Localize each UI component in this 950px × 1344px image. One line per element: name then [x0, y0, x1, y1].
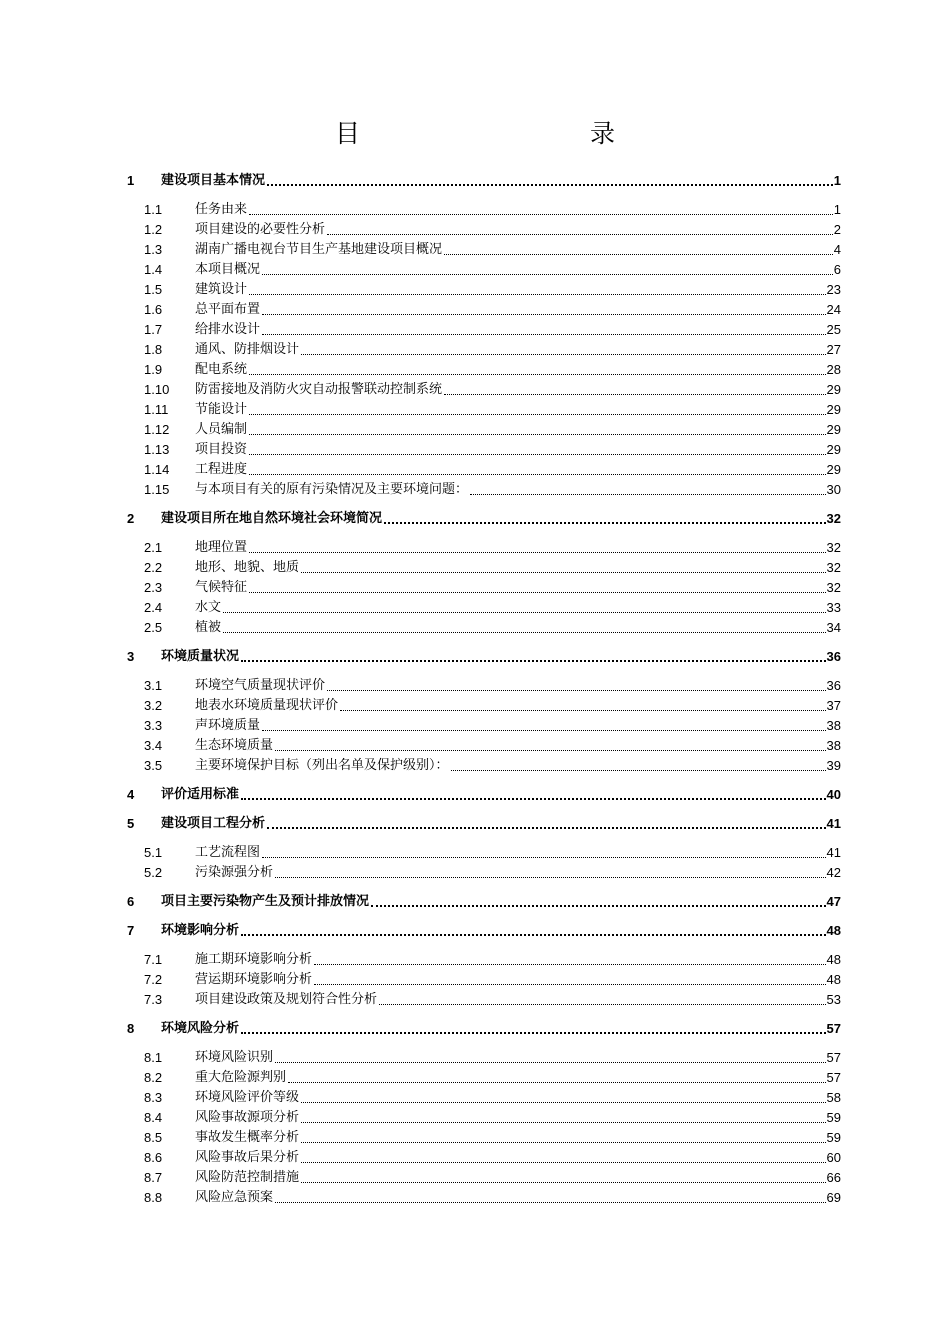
- section-page-number: 32: [826, 538, 841, 558]
- section-title: 配电系统: [195, 360, 249, 380]
- section-number: 2.1: [144, 540, 163, 555]
- dot-leader: [327, 690, 826, 691]
- dot-leader: [470, 494, 826, 495]
- chapter-title: 建设项目工程分析: [161, 814, 267, 834]
- section-page-number: 1: [833, 200, 841, 220]
- section-number: 8.7: [144, 1170, 163, 1185]
- dot-leader: [249, 414, 826, 415]
- toc-section-entry[interactable]: [127, 380, 841, 400]
- chapter-page-number: 36: [826, 647, 841, 667]
- toc-section-entry[interactable]: [127, 260, 841, 280]
- toc-section-entry[interactable]: [127, 843, 841, 863]
- dot-leader: [275, 877, 826, 878]
- dot-leader: [451, 770, 826, 771]
- dot-leader: [241, 660, 826, 662]
- chapter-title: 评价适用标准: [161, 785, 241, 805]
- section-number: 8.4: [144, 1110, 163, 1125]
- toc-section-entry[interactable]: [127, 440, 841, 460]
- section-number: 2.3: [144, 580, 163, 595]
- section-page-number: 41: [826, 843, 841, 863]
- chapter-page-number: 48: [826, 921, 841, 941]
- section-title: 节能设计: [195, 400, 249, 420]
- section-page-number: 39: [826, 756, 841, 776]
- section-number: 3.2: [144, 698, 163, 713]
- section-page-number: 58: [826, 1088, 841, 1108]
- dot-leader: [262, 314, 826, 315]
- dot-leader: [371, 905, 826, 907]
- toc-section-entry[interactable]: [127, 460, 841, 480]
- section-title: 风险事故后果分析: [195, 1148, 301, 1168]
- section-number: 1.5: [144, 282, 163, 297]
- section-title: 地理位置: [195, 538, 249, 558]
- section-page-number: 53: [826, 990, 841, 1010]
- chapter-page-number: 57: [826, 1019, 841, 1039]
- dot-leader: [267, 184, 833, 186]
- chapter-number: 7: [127, 923, 135, 938]
- section-number: 7.1: [144, 952, 163, 967]
- section-page-number: 27: [826, 340, 841, 360]
- chapter-page-number: 1: [833, 171, 841, 191]
- section-number: 5.1: [144, 845, 163, 860]
- section-title: 生态环境质量: [195, 736, 275, 756]
- toc-section-entry[interactable]: [127, 538, 841, 558]
- section-number: 1.4: [144, 262, 163, 277]
- section-title: 地表水环境质量现状评价: [195, 696, 340, 716]
- section-number: 3.5: [144, 758, 163, 773]
- dot-leader: [379, 1004, 826, 1005]
- section-title: 本项目概况: [195, 260, 262, 280]
- section-title: 风险事故源项分析: [195, 1108, 301, 1128]
- section-number: 2.2: [144, 560, 163, 575]
- section-title: 风险防范控制措施: [195, 1168, 301, 1188]
- toc-chapter-entry[interactable]: [127, 1019, 841, 1039]
- section-number: 2.5: [144, 620, 163, 635]
- section-page-number: 59: [826, 1128, 841, 1148]
- dot-leader: [262, 857, 826, 858]
- chapter-number: 2: [127, 511, 135, 526]
- toc-section-entry[interactable]: [127, 696, 841, 716]
- toc-section-entry[interactable]: [127, 300, 841, 320]
- toc-section-entry[interactable]: [127, 990, 841, 1010]
- toc-section-entry[interactable]: [127, 400, 841, 420]
- section-title: 环境空气质量现状评价: [195, 676, 327, 696]
- dot-leader: [301, 1122, 826, 1123]
- section-title: 防雷接地及消防火灾自动报警联动控制系统: [195, 380, 444, 400]
- dot-leader: [314, 964, 826, 965]
- chapter-title: 环境风险分析: [161, 1019, 241, 1039]
- toc-chapter-entry[interactable]: [127, 785, 841, 805]
- section-number: 3.3: [144, 718, 163, 733]
- section-title: 污染源强分析: [195, 863, 275, 883]
- dot-leader: [223, 632, 826, 633]
- chapter-number: 3: [127, 649, 135, 664]
- section-title: 植被: [195, 618, 223, 638]
- chapter-title: 建设项目基本情况: [161, 171, 267, 191]
- section-number: 8.5: [144, 1130, 163, 1145]
- dot-leader: [384, 522, 826, 524]
- dot-leader: [275, 750, 826, 751]
- toc-chapter-entry[interactable]: [127, 814, 841, 834]
- chapter-number: 4: [127, 787, 135, 802]
- toc-section-entry[interactable]: [127, 240, 841, 260]
- toc-title: 目 录: [334, 119, 675, 148]
- section-page-number: 23: [826, 280, 841, 300]
- table-of-contents: [127, 171, 841, 1208]
- toc-section-entry[interactable]: [127, 676, 841, 696]
- chapter-page-number: 40: [826, 785, 841, 805]
- section-page-number: 60: [826, 1148, 841, 1168]
- section-number: 7.3: [144, 992, 163, 1007]
- section-title: 环境风险识别: [195, 1048, 275, 1068]
- section-title: 事故发生概率分析: [195, 1128, 301, 1148]
- section-page-number: 57: [826, 1068, 841, 1088]
- section-page-number: 6: [833, 260, 841, 280]
- dot-leader: [249, 374, 826, 375]
- toc-section-entry[interactable]: [127, 598, 841, 618]
- dot-leader: [241, 798, 826, 800]
- toc-section-entry[interactable]: [127, 970, 841, 990]
- chapter-title: 项目主要污染物产生及预计排放情况: [161, 892, 371, 912]
- section-title: 建筑设计: [195, 280, 249, 300]
- section-page-number: 30: [826, 480, 841, 500]
- section-number: 8.3: [144, 1090, 163, 1105]
- toc-chapter-entry[interactable]: [127, 171, 841, 191]
- section-page-number: 28: [826, 360, 841, 380]
- dot-leader: [444, 254, 833, 255]
- section-title: 通风、防排烟设计: [195, 340, 301, 360]
- section-page-number: 38: [826, 716, 841, 736]
- toc-section-entry[interactable]: [127, 863, 841, 883]
- section-title: 项目投资: [195, 440, 249, 460]
- section-page-number: 24: [826, 300, 841, 320]
- section-number: 7.2: [144, 972, 163, 987]
- section-title: 项目建设政策及规划符合性分析: [195, 990, 379, 1010]
- section-number: 1.8: [144, 342, 163, 357]
- section-page-number: 66: [826, 1168, 841, 1188]
- section-number: 1.14: [144, 462, 170, 477]
- section-title: 声环境质量: [195, 716, 262, 736]
- section-title: 总平面布置: [195, 300, 262, 320]
- section-page-number: 37: [826, 696, 841, 716]
- section-title: 施工期环境影响分析: [195, 950, 314, 970]
- toc-section-entry[interactable]: [127, 1088, 841, 1108]
- section-title: 重大危险源判别: [195, 1068, 288, 1088]
- chapter-page-number: 47: [826, 892, 841, 912]
- chapter-number: 8: [127, 1021, 135, 1036]
- dot-leader: [340, 710, 826, 711]
- dot-leader: [301, 1142, 826, 1143]
- section-number: 1.2: [144, 222, 163, 237]
- dot-leader: [262, 730, 826, 731]
- section-page-number: 2: [833, 220, 841, 240]
- section-page-number: 48: [826, 970, 841, 990]
- dot-leader: [288, 1082, 826, 1083]
- section-title: 气候特征: [195, 578, 249, 598]
- chapter-title: 环境影响分析: [161, 921, 241, 941]
- toc-section-entry[interactable]: [127, 340, 841, 360]
- dot-leader: [249, 434, 826, 435]
- dot-leader: [301, 1102, 826, 1103]
- toc-section-entry[interactable]: [127, 480, 841, 500]
- section-title: 项目建设的必要性分析: [195, 220, 327, 240]
- dot-leader: [241, 1032, 826, 1034]
- toc-chapter-entry[interactable]: [127, 892, 841, 912]
- section-page-number: 29: [826, 420, 841, 440]
- section-number: 1.7: [144, 322, 163, 337]
- section-page-number: 38: [826, 736, 841, 756]
- section-page-number: 29: [826, 460, 841, 480]
- toc-section-entry[interactable]: [127, 1148, 841, 1168]
- toc-chapter-entry[interactable]: [127, 921, 841, 941]
- toc-section-entry[interactable]: [127, 1048, 841, 1068]
- dot-leader: [241, 934, 826, 936]
- toc-section-entry[interactable]: [127, 1068, 841, 1088]
- toc-section-entry[interactable]: [127, 280, 841, 300]
- dot-leader: [327, 234, 833, 235]
- dot-leader: [275, 1062, 826, 1063]
- section-title: 工程进度: [195, 460, 249, 480]
- section-title: 湖南广播电视台节目生产基地建设项目概况: [195, 240, 444, 260]
- section-title: 水文: [195, 598, 223, 618]
- toc-chapter-entry[interactable]: [127, 509, 841, 529]
- dot-leader: [301, 354, 826, 355]
- dot-leader: [444, 394, 826, 395]
- section-page-number: 42: [826, 863, 841, 883]
- section-page-number: 57: [826, 1048, 841, 1068]
- toc-section-entry[interactable]: [127, 618, 841, 638]
- section-title: 地形、地貌、地质: [195, 558, 301, 578]
- dot-leader: [223, 612, 826, 613]
- toc-section-entry[interactable]: [127, 1168, 841, 1188]
- section-number: 1.12: [144, 422, 170, 437]
- toc-section-entry[interactable]: [127, 558, 841, 578]
- section-number: 8.8: [144, 1190, 163, 1205]
- chapter-number: 1: [127, 173, 135, 188]
- toc-section-entry[interactable]: [127, 360, 841, 380]
- section-number: 2.4: [144, 600, 163, 615]
- chapter-title: 环境质量状况: [161, 647, 241, 667]
- section-number: 3.1: [144, 678, 163, 693]
- toc-section-entry[interactable]: [127, 1128, 841, 1148]
- section-page-number: 4: [833, 240, 841, 260]
- dot-leader: [249, 214, 833, 215]
- section-number: 1.13: [144, 442, 170, 457]
- section-page-number: 36: [826, 676, 841, 696]
- section-number: 5.2: [144, 865, 163, 880]
- section-page-number: 29: [826, 440, 841, 460]
- dot-leader: [249, 592, 826, 593]
- toc-section-entry[interactable]: [127, 220, 841, 240]
- toc-section-entry[interactable]: [127, 736, 841, 756]
- section-number: 1.10: [144, 382, 170, 397]
- toc-section-entry[interactable]: [127, 950, 841, 970]
- section-page-number: 59: [826, 1108, 841, 1128]
- chapter-number: 5: [127, 816, 135, 831]
- section-page-number: 32: [826, 558, 841, 578]
- section-title: 任务由来: [195, 200, 249, 220]
- section-title: 主要环境保护目标（列出名单及保护级别）：: [195, 756, 451, 776]
- section-page-number: 32: [826, 578, 841, 598]
- section-number: 8.2: [144, 1070, 163, 1085]
- toc-section-entry[interactable]: [127, 716, 841, 736]
- section-page-number: 29: [826, 380, 841, 400]
- section-number: 1.3: [144, 242, 163, 257]
- dot-leader: [262, 334, 826, 335]
- section-number: 1.9: [144, 362, 163, 377]
- section-title: 工艺流程图: [195, 843, 262, 863]
- chapter-page-number: 32: [826, 509, 841, 529]
- dot-leader: [249, 294, 826, 295]
- toc-section-entry[interactable]: [127, 200, 841, 220]
- chapter-title: 建设项目所在地自然环境社会环境简况: [161, 509, 384, 529]
- section-title: 与本项目有关的原有污染情况及主要环境问题：: [195, 480, 470, 500]
- chapter-number: 6: [127, 894, 135, 909]
- section-page-number: 33: [826, 598, 841, 618]
- section-title: 营运期环境影响分析: [195, 970, 314, 990]
- section-page-number: 29: [826, 400, 841, 420]
- section-number: 8.6: [144, 1150, 163, 1165]
- section-title: 给排水设计: [195, 320, 262, 340]
- toc-section-entry[interactable]: [127, 756, 841, 776]
- section-page-number: 69: [826, 1188, 841, 1208]
- section-number: 1.6: [144, 302, 163, 317]
- toc-section-entry[interactable]: [127, 420, 841, 440]
- section-page-number: 34: [826, 618, 841, 638]
- dot-leader: [314, 984, 826, 985]
- dot-leader: [249, 474, 826, 475]
- toc-section-entry[interactable]: [127, 1188, 841, 1208]
- section-page-number: 25: [826, 320, 841, 340]
- dot-leader: [301, 1162, 826, 1163]
- section-page-number: 48: [826, 950, 841, 970]
- toc-section-entry[interactable]: [127, 1108, 841, 1128]
- dot-leader: [249, 552, 826, 553]
- dot-leader: [301, 572, 826, 573]
- section-title: 人员编制: [195, 420, 249, 440]
- section-title: 环境风险评价等级: [195, 1088, 301, 1108]
- toc-section-entry[interactable]: [127, 320, 841, 340]
- chapter-page-number: 41: [826, 814, 841, 834]
- section-number: 1.15: [144, 482, 170, 497]
- section-number: 1.1: [144, 202, 163, 217]
- toc-chapter-entry[interactable]: [127, 647, 841, 667]
- toc-section-entry[interactable]: [127, 578, 841, 598]
- dot-leader: [301, 1182, 826, 1183]
- dot-leader: [267, 827, 826, 829]
- dot-leader: [262, 274, 833, 275]
- section-number: 1.11: [144, 402, 169, 417]
- dot-leader: [275, 1202, 826, 1203]
- section-number: 8.1: [144, 1050, 163, 1065]
- section-title: 风险应急预案: [195, 1188, 275, 1208]
- dot-leader: [249, 454, 826, 455]
- section-number: 3.4: [144, 738, 163, 753]
